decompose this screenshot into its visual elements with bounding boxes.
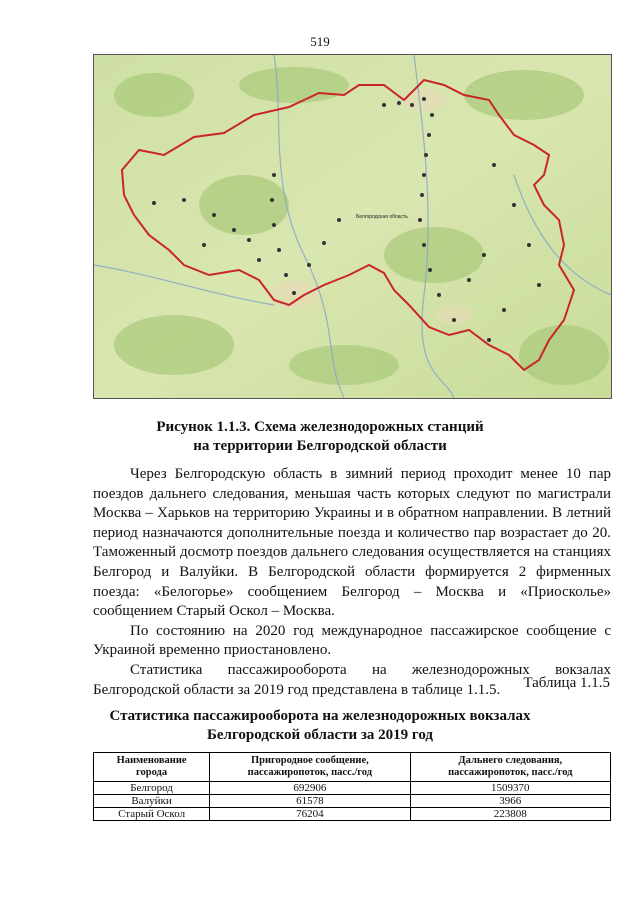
figure-caption-line1: Рисунок 1.1.3. Схема железнодорожных станций xyxy=(156,419,484,435)
table-row xyxy=(94,795,611,808)
cell-city: Старый Оскол xyxy=(94,808,210,821)
header-suburban: Пригородное сообщение, пассажиропоток, пасс./год xyxy=(210,753,410,782)
region-label: Белгородская область xyxy=(356,214,408,220)
paragraph-3: Статистика пассажирооборота на железнодорожных вокзалах Белгородской области за 2019 год представлена в таблице 1.1.5. xyxy=(93,661,611,698)
cell-suburban: 76204 xyxy=(210,808,410,821)
map-graphic xyxy=(94,55,611,398)
header-city: Наименование города xyxy=(94,753,210,782)
body-text xyxy=(93,465,611,700)
table-label: Таблица 1.1.5 xyxy=(523,675,610,691)
passenger-stats-table xyxy=(93,752,611,821)
table-title xyxy=(60,707,580,745)
table-title-line1: Статистика пассажирооборота на железнодорожных вокзалах xyxy=(109,708,531,724)
header-long-distance: Дальнего следования, пассажиропоток, пасс./год xyxy=(410,753,610,782)
table-header-row xyxy=(94,753,611,782)
cell-suburban: 692906 xyxy=(210,782,410,795)
page-number: 519 xyxy=(310,34,330,49)
cell-long-distance: 1509370 xyxy=(410,782,610,795)
cell-city: Белгород xyxy=(94,782,210,795)
cell-long-distance: 223808 xyxy=(410,808,610,821)
figure-caption-line2: на территории Белгородской области xyxy=(193,438,447,454)
railway-stations-map xyxy=(93,54,612,399)
table-title-line2: Белгородской области за 2019 год xyxy=(206,727,433,743)
table-row xyxy=(94,808,611,821)
figure-caption xyxy=(60,418,580,456)
paragraph-2: По состоянию на 2020 год международное пассажирское сообщение с Украиной временно приостановлено. xyxy=(93,622,611,659)
cell-city: Валуйки xyxy=(94,795,210,808)
table-row xyxy=(94,782,611,795)
paragraph-1: Через Белгородскую область в зимний период проходит менее 10 пар поездов дальнего следования, меньшая часть которых следуют по магистрали Москва – Харьков на территорию Украины и в обратном направлении. В летний период назначаются дополнительные поезда и количество пар возрастает до 20. Таможенный досмотр поездов дальнего следования осуществляется на станциях Белгород и Валуйки. В Белгородской области формируется 2 фирменных поезда: «Белогорье» сообщением Белгород – Москва и «Приосколье» сообщением Старый Оскол – Москва. xyxy=(93,466,611,620)
cell-suburban: 61578 xyxy=(210,795,410,808)
cell-long-distance: 3966 xyxy=(410,795,610,808)
